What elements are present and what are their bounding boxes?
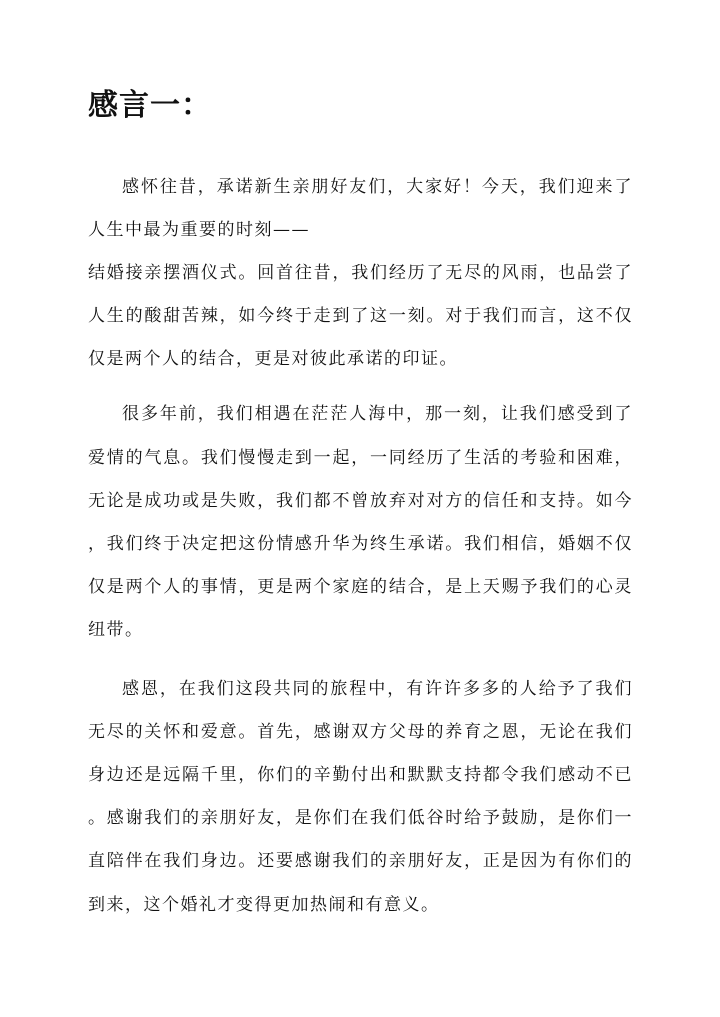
document-heading: 感言一： xyxy=(88,88,212,123)
paragraph-2-line-1: 很多年前，我们相遇在茫茫人海中，那一刻，让我们感受到了 xyxy=(122,404,633,424)
paragraph-2-line-3: 无论是成功或是失败，我们都不曾放弃对对方的信任和支持。如今 xyxy=(88,491,633,511)
paragraph-2-line-6: 纽带。 xyxy=(88,620,144,640)
paragraph-1-line-1: 感怀往昔，承诺新生亲朋好友们，大家好！今天，我们迎来了 xyxy=(122,177,633,197)
paragraph-1-line-3: 结婚接亲摆酒仪式。回首往昔，我们经历了无尽的风雨，也品尝了 xyxy=(88,263,633,283)
paragraph-3-line-1: 感恩，在我们这段共同的旅程中，有许许多多的人给予了我们 xyxy=(122,679,633,699)
paragraph-3-line-6: 到来，这个婚礼才变得更加热闹和有意义。 xyxy=(88,895,440,915)
paragraph-3-line-2: 无尽的关怀和爱意。首先，感谢双方父母的养育之恩，无论在我们 xyxy=(88,722,633,742)
paragraph-1-line-4: 人生的酸甜苦辣，如今终于走到了这一刻。对于我们而言，这不仅 xyxy=(88,306,633,326)
paragraph-1-line-5: 仅是两个人的结合，更是对彼此承诺的印证。 xyxy=(88,349,458,369)
paragraph-1-line-2: 人生中最为重要的时刻—— xyxy=(88,220,310,240)
paragraph-2-line-4: ，我们终于决定把这份情感升华为终生承诺。我们相信，婚姻不仅 xyxy=(88,534,633,554)
paragraph-3-line-4: 。感谢我们的亲朋好友，是你们在我们低谷时给予鼓励，是你们一 xyxy=(88,808,633,828)
paragraph-3-line-5: 直陪伴在我们身边。还要感谢我们的亲朋好友，正是因为有你们的 xyxy=(88,851,633,871)
paragraph-2-line-2: 爱情的气息。我们慢慢走到一起，一同经历了生活的考验和困难， xyxy=(88,448,633,468)
paragraph-2-line-5: 仅是两个人的事情，更是两个家庭的结合，是上天赐予我们的心灵 xyxy=(88,577,633,597)
paragraph-3-line-3: 身边还是远隔千里，你们的辛勤付出和默默支持都令我们感动不已 xyxy=(88,765,633,785)
